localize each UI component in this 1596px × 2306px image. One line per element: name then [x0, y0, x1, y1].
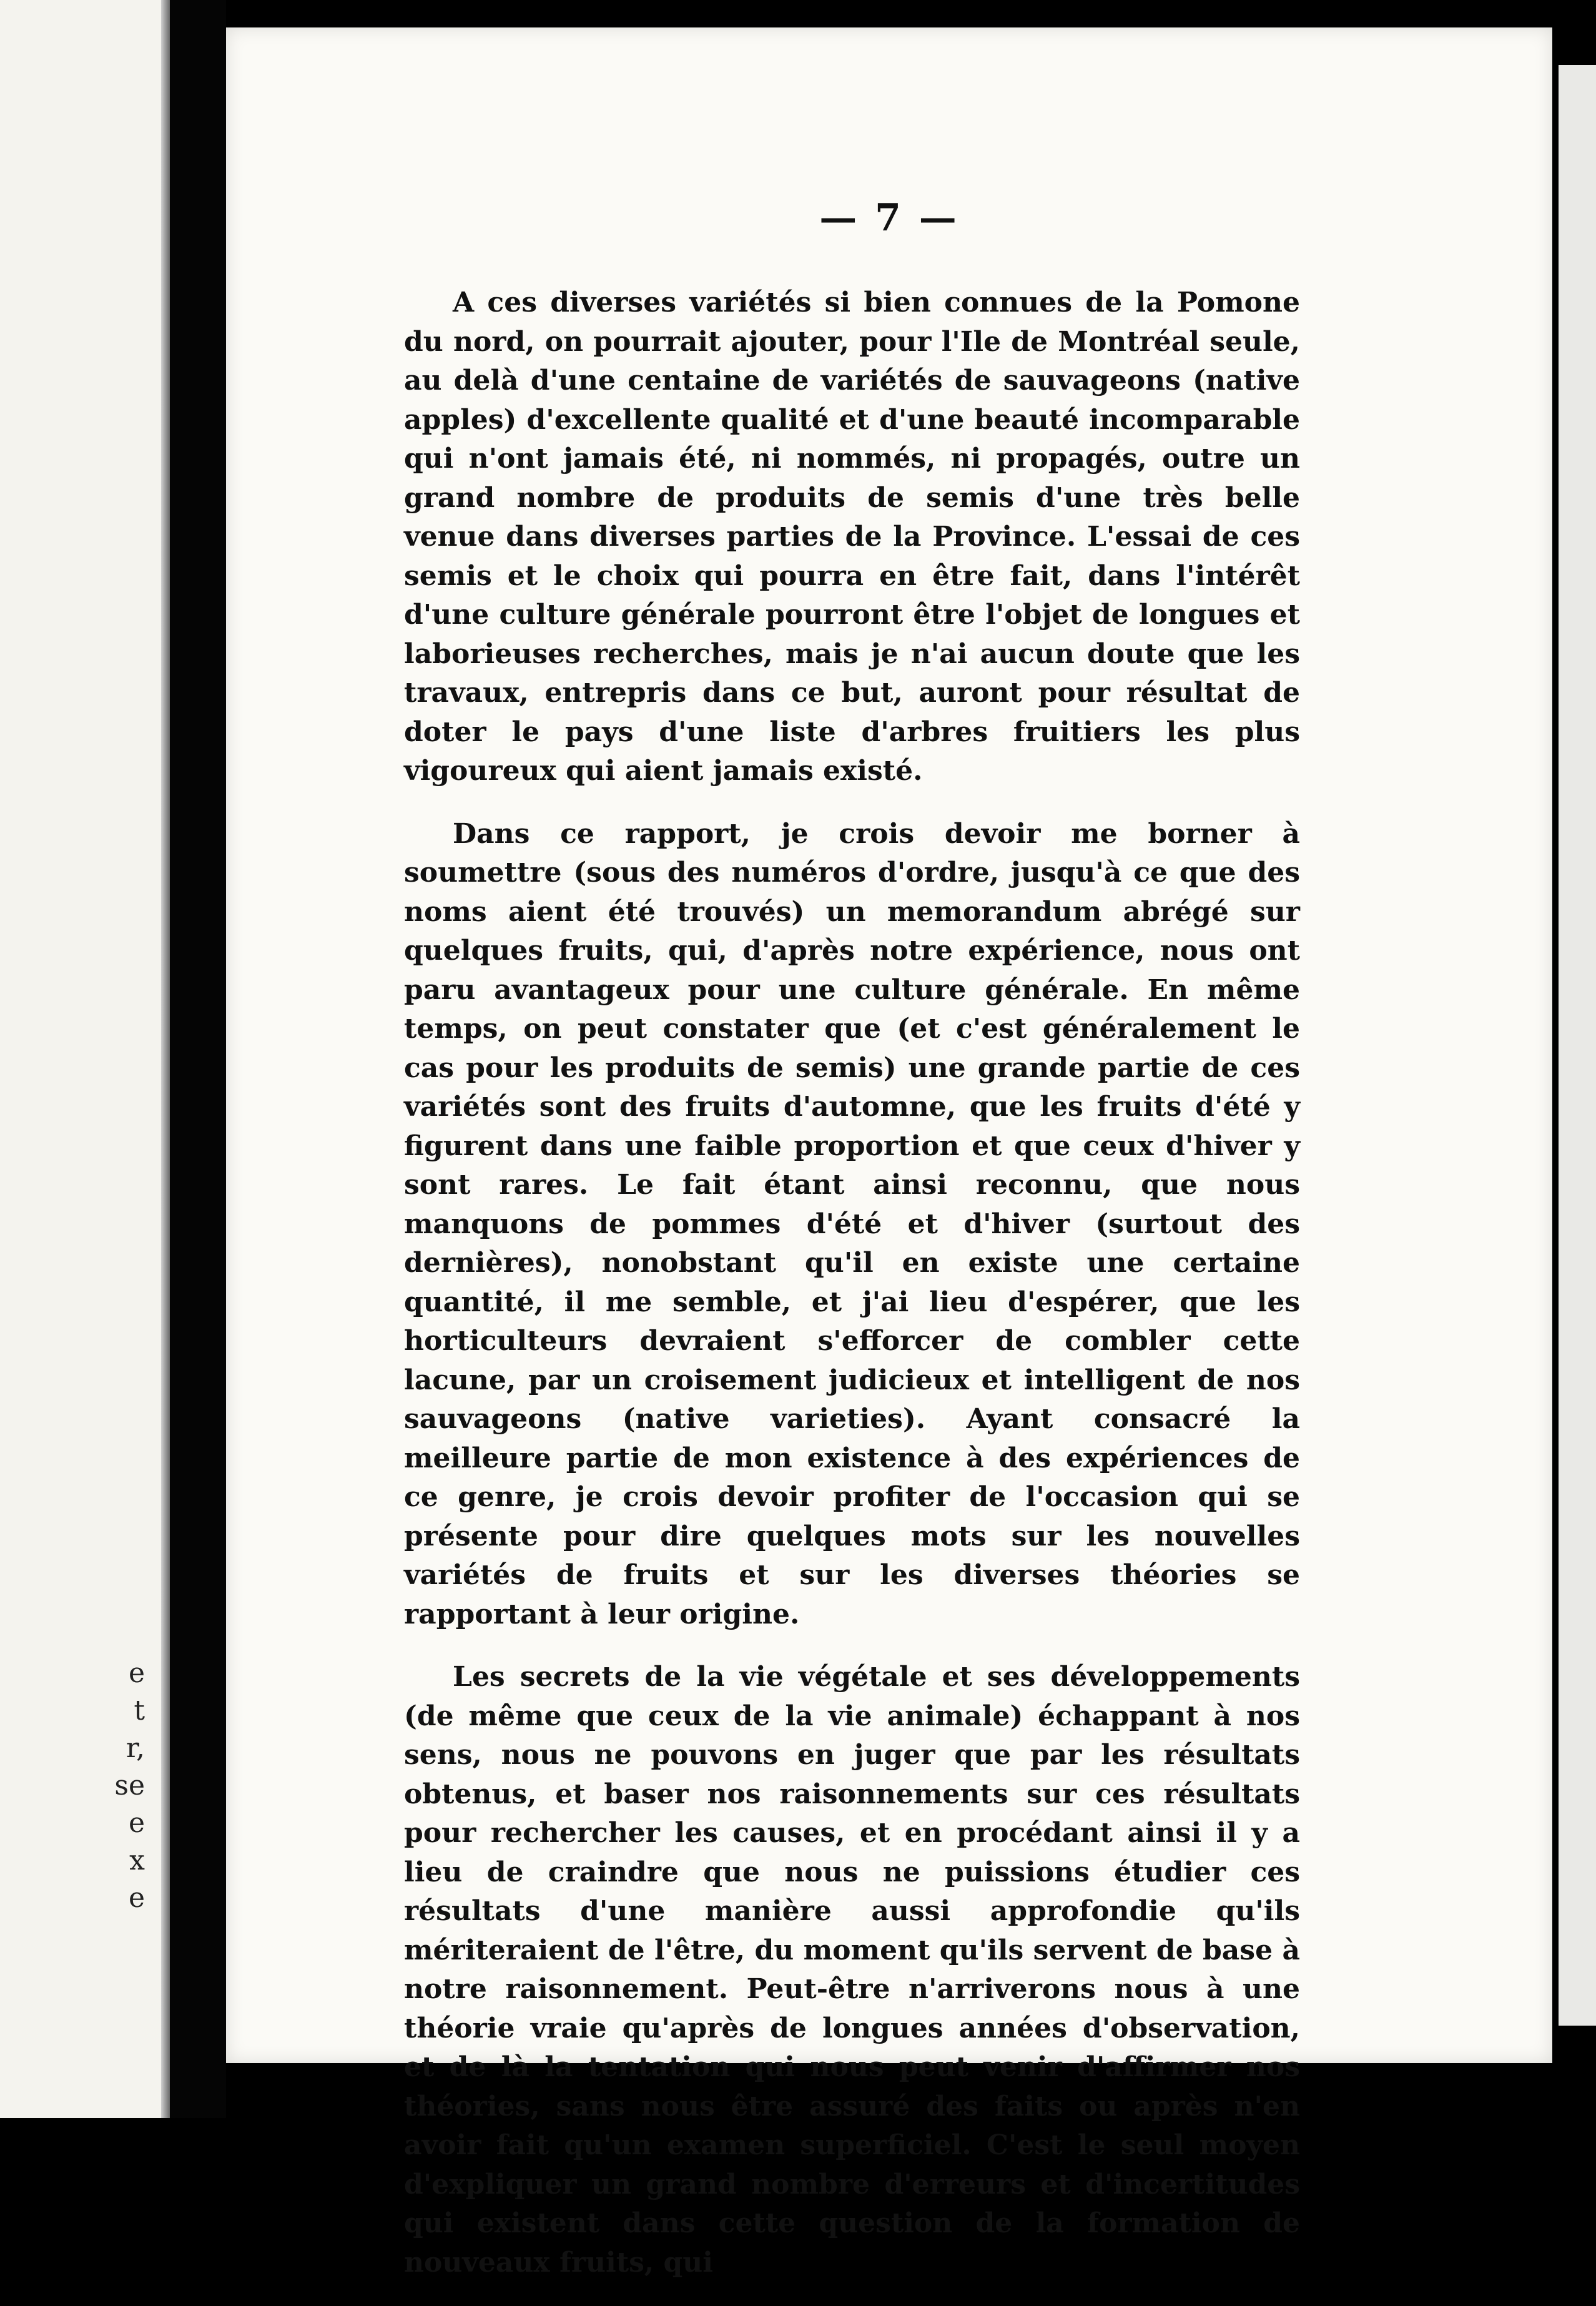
left-page-fragment	[0, 0, 170, 2118]
fragment: t	[134, 1695, 145, 1727]
fragment: r,	[126, 1732, 145, 1764]
page-edge	[1559, 65, 1596, 2026]
body-text	[404, 283, 1300, 2306]
fragment: se	[114, 1770, 145, 1801]
scan-border	[170, 0, 226, 2118]
paragraph-2: Dans ce rapport, je crois devoir me borner à soumettre (sous des numéros d'ordre, jusqu'à ce que des noms aient été trouvés) un memorandum abrégé sur quelques fruits, qui, d'après notre expérience, nous ont paru avantageux pour une culture générale. En même temps, on peut constater que (et c'est généralement le cas pour les produits de semis) une grande partie de ces variétés sont des fruits d'automne, que les fruits d'été y figurent dans une faible proportion et que ceux d'hiver y sont rares. Le fait étant ainsi reconnu, que nous manquons de pommes d'été et d'hiver (surtout des dernières), nonobstant qu'il en existe une certaine quantité, il me semble, et j'ai lieu d'espérer, que les horticulteurs devraient s'efforcer de combler cette lacune, par un croisement judicieux et intelligent de nos sauvageons (native varieties). Ayant consacré la meilleure partie de mon existence à des expériences de ce genre, je crois devoir profiter de l'occasion qui se présente pour dire quelques mots sur les nouvelles variétés de fruits et sur les diverses théories se rapportant à leur origine.	[404, 817, 1300, 1630]
page-gutter	[161, 0, 170, 2118]
fragment: e	[128, 1882, 145, 1914]
fragment: e	[128, 1807, 145, 1839]
left-page-text-fragments	[107, 1655, 145, 1917]
paragraph-3: Les secrets de la vie végétale et ses développements (de même que ceux de la vie animale) échappant à nos sens, nous ne pouvons en juger que par les résultats obtenus, et baser nos raisonnements sur ces résultats pour rechercher les causes, et en procédant ainsi il y a lieu de craindre que nous ne puissions étudier ces résultats d'une manière aussi approfondie qu'ils mériteraient de l'être, du moment qu'ils servent de base à notre raisonnement. Peut-être n'arriverons nous à une théorie vraie qu'après de longues années d'observation, et de là la tentation qui nous peut venir d'affirmer nos théories, sans nous être assuré des faits ou après n'en avoir fait qu'un examen superficiel. C'est le seul moyen d'expliquer un grand nombre d'erreurs et d'incertitudes qui existent dans cette question de la formation de nouveaux fruits, qui	[404, 1661, 1300, 2279]
fragment: e	[128, 1657, 145, 1689]
document-page	[226, 27, 1552, 2279]
page-number: — 7 —	[819, 196, 959, 240]
paragraph-1: A ces diverses variétés si bien connues de la Pomone du nord, on pourrait ajouter, pour l'Ile de Montréal seule, au delà d'une centaine de variétés de sauvageons (native apples) d'excellente qualité et d'une beauté incomparable qui n'ont jamais été, ni nommés, ni propagés, outre un grand nombre de produits de semis d'une très belle venue dans diverses parties de la Province. L'essai de ces semis et le choix qui pourra en être fait, dans l'intérêt d'une culture générale pourront être l'objet de longues et laborieuses recherches, mais je n'ai aucun doute que les travaux, entrepris dans ce but, auront pour résultat de doter le pays d'une liste d'arbres fruitiers les plus vigoureux qui aient jamais existé.	[404, 287, 1300, 787]
fragment: x	[129, 1845, 145, 1876]
